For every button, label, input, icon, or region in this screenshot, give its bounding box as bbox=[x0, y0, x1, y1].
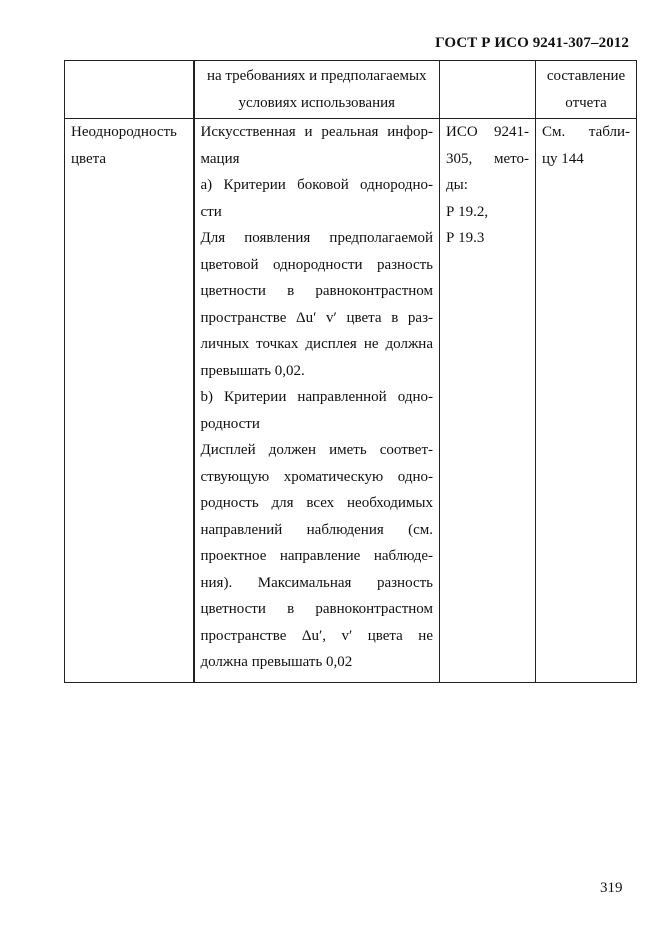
cell-property bbox=[65, 119, 194, 683]
text-line: См. табли- bbox=[542, 124, 630, 140]
text-line: мация bbox=[200, 150, 240, 167]
requirements-table bbox=[64, 60, 637, 683]
text-line: цветности в равноконтрастном bbox=[200, 283, 433, 299]
text-line: Неоднородность bbox=[71, 124, 177, 140]
text-line: родность для всех необходимых bbox=[200, 495, 433, 511]
text-line: составление bbox=[546, 68, 626, 84]
text-line: Р 19.3 bbox=[446, 230, 485, 246]
text-line: цветовой однородности разность bbox=[200, 256, 433, 273]
text-line: ствующую хроматическую одно- bbox=[200, 468, 433, 485]
text-line: Искусственная и реальная инфор- bbox=[200, 124, 433, 140]
text-line: отчета bbox=[565, 94, 607, 111]
text-line: ИСО 9241- bbox=[446, 124, 529, 140]
text-line: а) Критерии боковой однородно- bbox=[200, 177, 433, 193]
text-line: условиях использования bbox=[238, 94, 396, 111]
text-line: личных точках дисплея не должна bbox=[200, 336, 433, 352]
text-line: проектное направление наблюде- bbox=[200, 548, 433, 564]
document-header: ГОСТ Р ИСО 9241-307–2012 bbox=[435, 35, 629, 51]
cell-method bbox=[440, 61, 536, 119]
text-line: Р 19.2, bbox=[446, 203, 489, 220]
text-line: сти bbox=[200, 203, 222, 220]
cell-requirement bbox=[194, 119, 440, 683]
text-line: 305, мето- bbox=[446, 150, 529, 167]
text-line: направлений наблюдения (см. bbox=[200, 521, 433, 538]
cell-report bbox=[536, 61, 637, 119]
table-row-color-nonuniformity bbox=[65, 119, 637, 683]
text-line: цвета bbox=[71, 150, 107, 167]
text-line: превышать 0,02. bbox=[200, 362, 305, 379]
text-line: родности bbox=[200, 415, 260, 432]
text-line: должна превышать 0,02 bbox=[200, 654, 353, 670]
table-row-continuation bbox=[65, 61, 637, 119]
text-line: цветности в равноконтрастном bbox=[200, 601, 433, 617]
text-line: Дисплей должен иметь соответ- bbox=[200, 442, 433, 458]
text-line: ния). Максимальная разность bbox=[200, 574, 433, 591]
cell-method bbox=[440, 119, 536, 683]
text-line: пространстве Δu′, v′ цвета не bbox=[200, 627, 433, 644]
text-line: ды: bbox=[446, 177, 468, 193]
text-line: b) Критерии направленной одно- bbox=[200, 389, 433, 405]
cell-property bbox=[65, 61, 194, 119]
page-number: 319 bbox=[600, 880, 623, 896]
text-line: Для появления предполагаемой bbox=[200, 230, 433, 246]
text-line: цу 144 bbox=[542, 150, 584, 167]
text-line: пространстве Δu′ v′ цвета в раз- bbox=[200, 309, 433, 326]
cell-report bbox=[536, 119, 637, 683]
text-line: на требованиях и предполагаемых bbox=[206, 68, 427, 84]
cell-requirement bbox=[194, 61, 440, 119]
